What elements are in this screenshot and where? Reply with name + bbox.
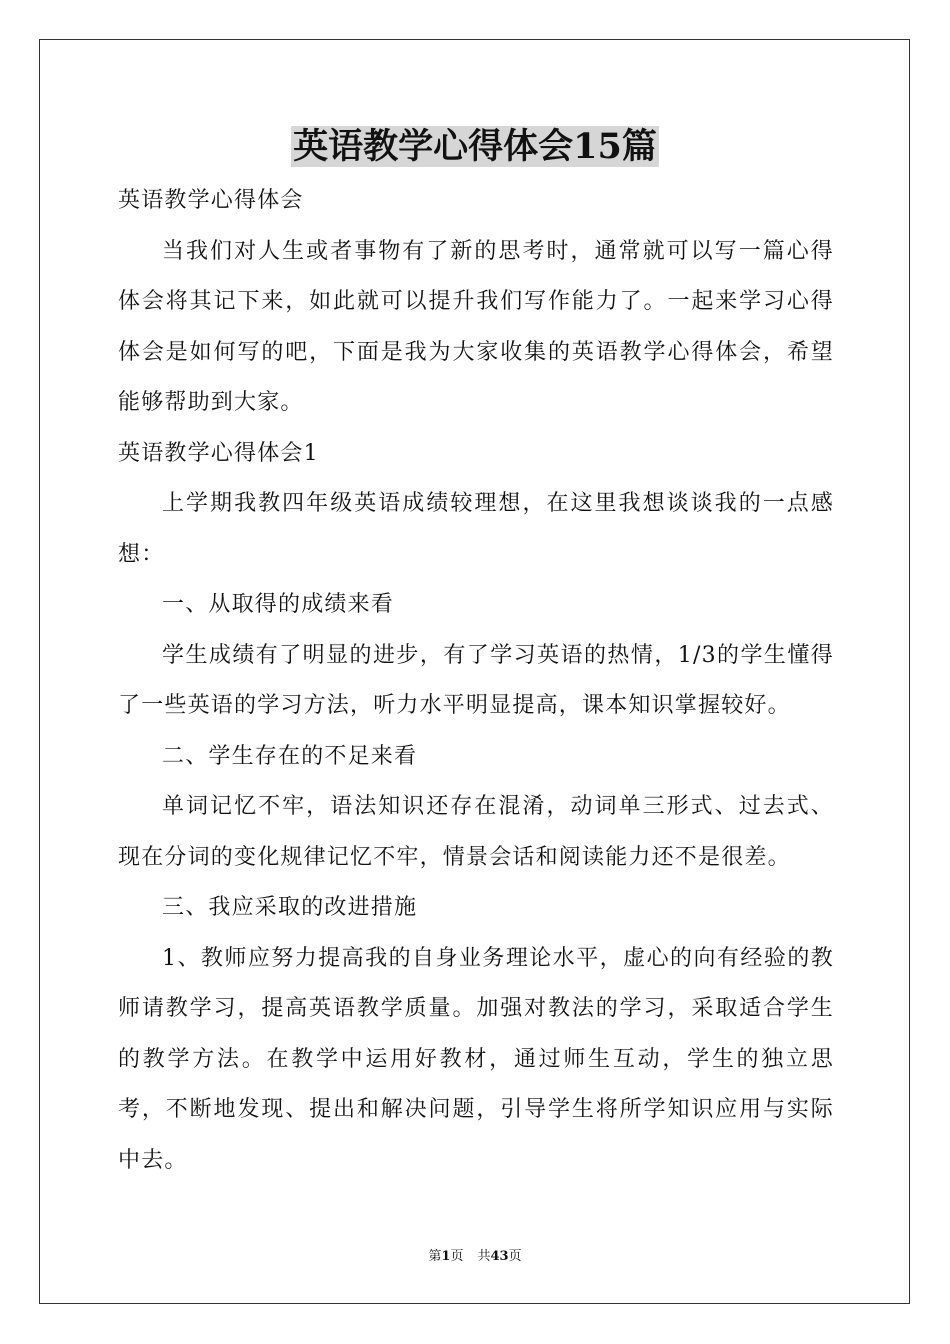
body-paragraph: 单词记忆不牢，语法知识还存在混淆，动词单三形式、过去式、现在分词的变化规律记忆不牢，情景会话和阅读能力还不是很差。 [118,794,834,870]
subsection-heading: 二、学生存在的不足来看 [162,743,418,769]
subsection-heading: 一、从取得的成绩来看 [162,592,395,617]
document-title [0,122,950,172]
subsection-heading: 三、我应采取的改进措施 [162,895,418,920]
total-pages-number: 43 [490,1249,509,1264]
section-heading: 英语教学心得体会1 [118,440,319,466]
section-heading: 英语教学心得体会 [118,188,304,213]
document-body [118,176,834,1186]
total-pages-prefix: 共 [477,1249,491,1264]
total-pages-suffix: 页 [508,1249,522,1264]
current-page-number: 1 [441,1249,451,1264]
body-paragraph: 1、教师应努力提高我的自身业务理论水平，虚心的向有经验的教师请教学习，提高英语教学质量。加强对教法的学习，采取适合学生的教学方法。在教学中运用好教材，通过师生互动，学生的独立思考，不断地发现、提出和解决问题，引导学生将所学知识应用与实际中去。 [118,945,834,1173]
document-title-text: 英语教学心得体会15篇 [293,126,657,167]
page-number-suffix: 页 [450,1249,464,1264]
page-number-prefix: 第 [428,1249,442,1264]
body-paragraph: 学生成绩有了明显的进步，有了学习英语的热情，1/3的学生懂得了一些英语的学习方法，听力水平明显提高，课本知识掌握较好。 [118,642,834,718]
body-paragraph: 上学期我教四年级英语成绩较理想，在这里我想谈谈我的一点感想： [118,491,834,567]
page-footer [0,1248,950,1266]
body-paragraph: 当我们对人生或者事物有了新的思考时，通常就可以写一篇心得体会将其记下来，如此就可以提升我们写作能力了。一起来学习心得体会是如何写的吧，下面是我为大家收集的英语教学心得体会，希望能够帮助到大家。 [118,238,834,415]
